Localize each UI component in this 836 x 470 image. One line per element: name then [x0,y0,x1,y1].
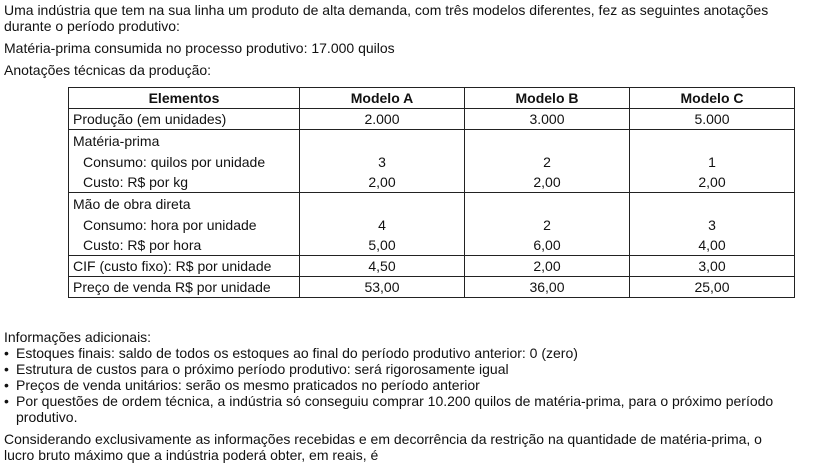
cell: 4,00 [630,235,795,256]
table-row [69,152,795,172]
row-label: Mão de obra direta [69,193,300,216]
row-label: CIF (custo fixo): R$ por unidade [69,256,300,277]
cell: 6,00 [465,235,630,256]
row-label: Custo: R$ por kg [69,172,300,193]
header-modelo-a: Modelo A [300,88,465,109]
question-line-2: lucro bruto máximo que a indústria poderá obter, em reais, é [4,447,379,463]
cell: 3 [300,152,465,172]
table-row [69,172,795,193]
table-row [69,193,795,216]
cell: 5.000 [630,109,795,130]
row-label: Consumo: quilos por unidade [69,152,300,172]
row-label: Custo: R$ por hora [69,235,300,256]
table-row [69,235,795,256]
row-label: Produção (em unidades) [69,109,300,130]
cell: 3.000 [465,109,630,130]
cell: 25,00 [630,277,795,298]
cell: 2,00 [300,172,465,193]
list-item-continuation: produtivo. [16,409,78,425]
materia-prima-consumida: Matéria-prima consumida no processo produtivo: 17.000 quilos [4,40,395,56]
cell: 53,00 [300,277,465,298]
list-item: • Por questões de ordem técnica, a indústria só conseguiu comprar 10.200 quilos de matéria-prima, para o próximo período [4,393,773,409]
cell: 4 [300,215,465,235]
cell: 1 [630,152,795,172]
table-row [69,215,795,235]
header-elementos: Elementos [69,88,300,109]
info-title: Informações adicionais: [4,329,152,345]
cell: 2,00 [465,256,630,277]
production-table [68,87,795,298]
list-item: • Preços de venda unitários: serão os mesmo praticados no período anterior [4,377,773,393]
cell: 36,00 [465,277,630,298]
row-label: Preço de venda R$ por unidade [69,277,300,298]
cell: 2 [465,215,630,235]
cell: 3,00 [630,256,795,277]
cell: 4,50 [300,256,465,277]
cell: 3 [630,215,795,235]
table-row [69,130,795,153]
list-item: • Estoques finais: saldo de todos os estoques ao final do período produtivo anterior: 0 (zero) [4,345,773,361]
cell: 5,00 [300,235,465,256]
table-row [69,277,795,298]
cell: 2 [465,152,630,172]
header-modelo-c: Modelo C [630,88,795,109]
row-label: Consumo: hora por unidade [69,215,300,235]
header-modelo-b: Modelo B [465,88,630,109]
intro-line-2: durante o período produtivo: [4,18,180,34]
table-row [69,109,795,130]
cell: 2.000 [300,109,465,130]
intro-line-1: Uma indústria que tem na sua linha um produto de alta demanda, com três modelos diferentes, fez as seguintes anotações [4,2,769,18]
info-list [4,345,773,425]
list-item: • Estrutura de custos para o próximo período produtivo: será rigorosamente igual [4,361,773,377]
table-row [69,256,795,277]
question-line-1: Considerando exclusivamente as informações recebidas e em decorrência da restrição na quantidade de matéria-prima, o [4,431,762,447]
row-label: Matéria-prima [69,130,300,153]
cell: 2,00 [630,172,795,193]
table-header-row [69,88,795,109]
anotacoes-tecnicas: Anotações técnicas da produção: [4,62,212,78]
cell: 2,00 [465,172,630,193]
